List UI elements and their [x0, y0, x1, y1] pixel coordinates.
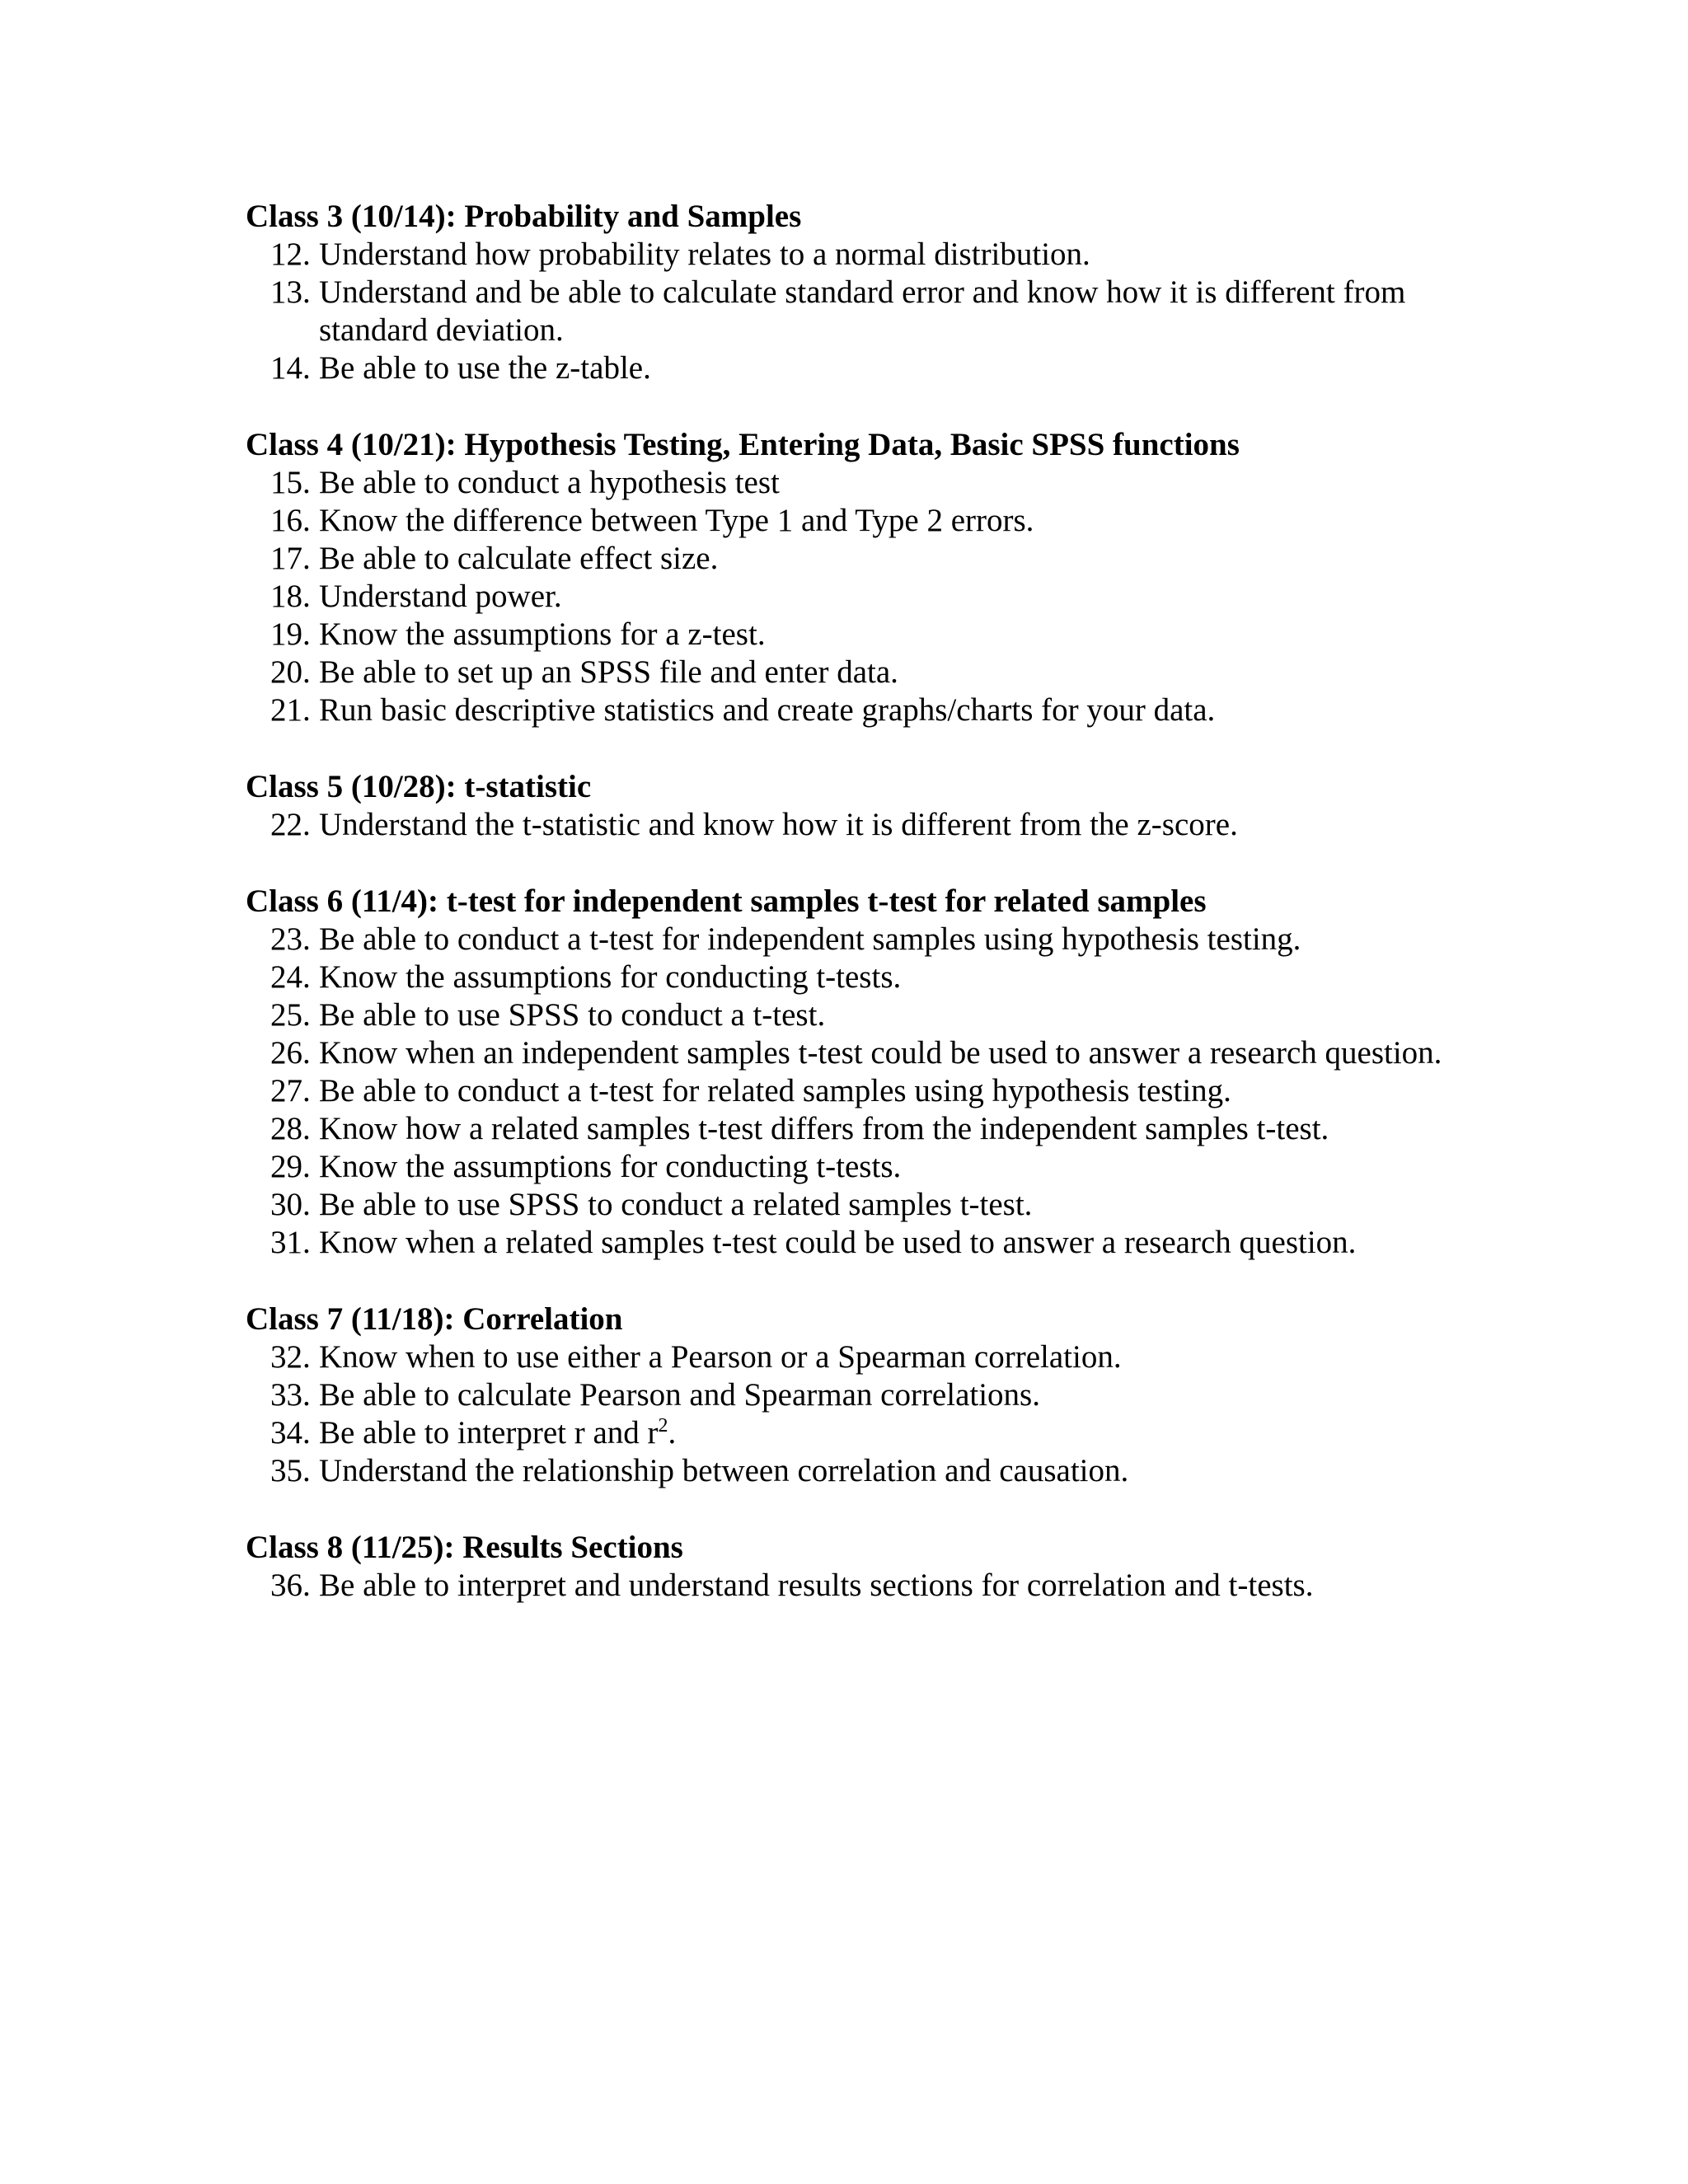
objective-number: 14.	[270, 350, 311, 386]
section-class-4	[246, 426, 1465, 729]
section-class-3	[246, 198, 1465, 387]
objective-item	[246, 1567, 1465, 1605]
objective-number: 23.	[270, 921, 311, 957]
objective-item	[246, 540, 1465, 578]
objective-item	[246, 958, 1465, 996]
section-heading: Class 8 (11/25): Results Sections	[246, 1530, 683, 1565]
objective-text: Run basic descriptive statistics and create graphs/charts for your data.	[319, 692, 1216, 728]
objective-number: 29.	[270, 1149, 311, 1184]
objective-number: 16.	[270, 503, 311, 538]
superscript: 2	[658, 1415, 668, 1436]
objective-number: 32.	[270, 1339, 311, 1375]
objective-number: 26.	[270, 1035, 311, 1071]
objective-item	[246, 1148, 1465, 1186]
section-heading: Class 5 (10/28): t-statistic	[246, 769, 592, 804]
objective-text: Be able to set up an SPSS file and enter data.	[319, 654, 898, 690]
section-heading: Class 6 (11/4): t-test for independent samples t-test for related samples	[246, 883, 1207, 919]
objective-number: 20.	[270, 654, 311, 690]
objective-number: 35.	[270, 1453, 311, 1488]
objective-item	[246, 654, 1465, 691]
objective-number: 25.	[270, 997, 311, 1033]
objective-item	[246, 691, 1465, 729]
objective-item	[246, 578, 1465, 616]
objective-text: Be able to calculate Pearson and Spearman correlations.	[319, 1377, 1040, 1413]
objective-text: Know when a related samples t-test could be used to answer a research question.	[319, 1225, 1357, 1260]
section-heading: Class 4 (10/21): Hypothesis Testing, Entering Data, Basic SPSS functions	[246, 427, 1240, 462]
objective-number: 13.	[270, 274, 311, 310]
objective-item	[246, 1034, 1465, 1072]
section-heading: Class 7 (11/18): Correlation	[246, 1301, 623, 1337]
objective-item	[246, 806, 1465, 844]
objective-text: Be able to conduct a t-test for related samples using hypothesis testing.	[319, 1073, 1231, 1108]
objective-text: Know how a related samples t-test differs from the independent samples t-test.	[319, 1111, 1329, 1146]
objective-text: Know when an independent samples t-test could be used to answer a research question.	[319, 1035, 1442, 1071]
objective-text: Know the assumptions for a z-test.	[319, 616, 766, 652]
objective-text: Know the assumptions for conducting t-tests.	[319, 1149, 902, 1184]
objective-text: Know the difference between Type 1 and Type 2 errors.	[319, 503, 1034, 538]
objective-item	[246, 464, 1465, 502]
objective-number: 18.	[270, 579, 311, 614]
objective-item	[246, 1376, 1465, 1414]
objective-text: Understand the relationship between correlation and causation.	[319, 1453, 1129, 1488]
objective-item	[246, 502, 1465, 540]
objective-number: 12.	[270, 237, 311, 272]
objective-text: Be able to use the z-table.	[319, 350, 651, 386]
objective-text-main: Be able to interpret r and r	[319, 1415, 659, 1451]
objective-number: 36.	[270, 1568, 311, 1603]
objective-text: Know the assumptions for conducting t-tests.	[319, 959, 902, 995]
objective-text: Be able to conduct a t-test for independent samples using hypothesis testing.	[319, 921, 1301, 957]
objective-item	[246, 921, 1465, 958]
section-heading: Class 3 (10/14): Probability and Samples	[246, 199, 802, 234]
objective-number: 21.	[270, 692, 311, 728]
objective-number: 22.	[270, 807, 311, 842]
objective-text: Be able to use SPSS to conduct a related samples t-test.	[319, 1187, 1033, 1222]
objective-number: 15.	[270, 465, 311, 500]
section-class-7	[246, 1301, 1465, 1490]
objective-text: Be able to conduct a hypothesis test	[319, 465, 780, 500]
objective-item	[246, 616, 1465, 654]
objective-text: Be able to interpret and understand results sections for correlation and t-tests.	[319, 1568, 1314, 1603]
objective-text-end: .	[668, 1415, 677, 1451]
objective-number: 27.	[270, 1073, 311, 1108]
objective-number: 24.	[270, 959, 311, 995]
objective-item	[246, 236, 1465, 274]
objective-text: Know when to use either a Pearson or a Spearman correlation.	[319, 1339, 1122, 1375]
objective-number: 34.	[270, 1415, 311, 1451]
objective-item	[246, 349, 1465, 387]
objective-item	[246, 1224, 1465, 1262]
objective-item	[246, 996, 1465, 1034]
objective-number: 17.	[270, 541, 311, 576]
objective-text	[319, 1415, 676, 1451]
section-class-5	[246, 768, 1465, 844]
objective-text: Understand how probability relates to a normal distribution.	[319, 237, 1090, 272]
objective-item	[246, 1110, 1465, 1148]
objective-item	[246, 1072, 1465, 1110]
objective-number: 31.	[270, 1225, 311, 1260]
objective-item	[246, 1186, 1465, 1224]
objective-text: Understand the t-statistic and know how it is different from the z-score.	[319, 807, 1238, 842]
objective-text: Understand power.	[319, 579, 562, 614]
objective-text: Be able to use SPSS to conduct a t-test.	[319, 997, 826, 1033]
document-page	[246, 198, 1465, 1643]
section-class-6	[246, 883, 1465, 1262]
objective-item	[246, 1338, 1465, 1376]
objective-number: 30.	[270, 1187, 311, 1222]
objective-item	[246, 1452, 1465, 1490]
objective-text: Be able to calculate effect size.	[319, 541, 719, 576]
objective-number: 33.	[270, 1377, 311, 1413]
objective-number: 19.	[270, 616, 311, 652]
objective-text: Understand and be able to calculate standard error and know how it is different from standard deviation.	[319, 274, 1406, 348]
section-class-8	[246, 1529, 1465, 1605]
objective-item	[246, 274, 1465, 349]
objective-number: 28.	[270, 1111, 311, 1146]
objective-item	[246, 1414, 1465, 1452]
